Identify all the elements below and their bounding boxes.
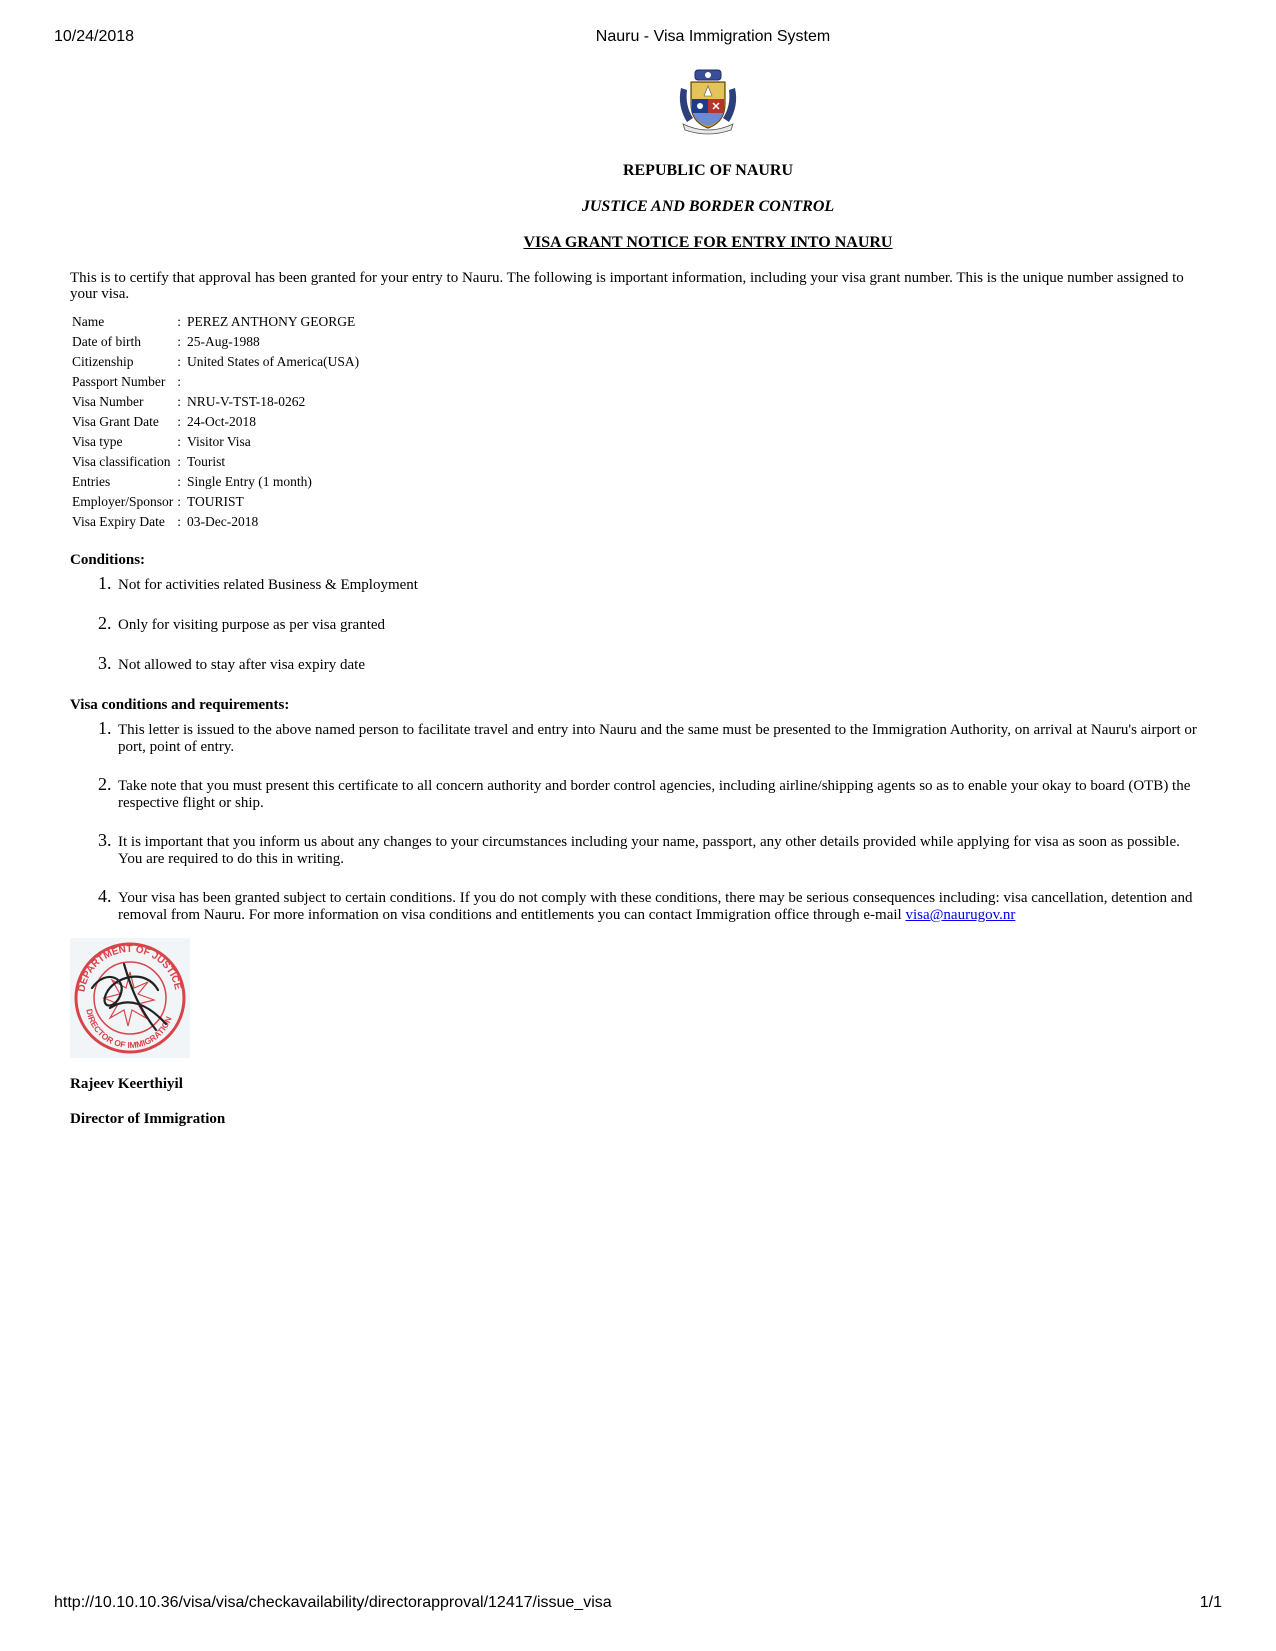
detail-label: Name — [72, 314, 105, 329]
detail-value: NRU-V-TST-18-0262 — [187, 394, 306, 409]
list-text: Not allowed to stay after visa expiry date — [118, 657, 366, 673]
list-text: Your visa has been granted subject to certain conditions. If you do not comply with these conditions, there may be serious consequences including: visa cancellation, detention and removal from Nauru. For more information on visa conditions and entitlements you can contact Immigration office through e-mail — [118, 890, 1193, 923]
list-text: Not for activities related Business & Employment — [118, 577, 418, 593]
list-number: 3. — [98, 653, 112, 673]
detail-row — [72, 492, 359, 512]
intro-paragraph: This is to certify that approval has been granted for your entry to Nauru. The following is important information, including your visa grant number. This is the unique number assigned to your visa. — [70, 270, 1184, 302]
detail-row — [72, 312, 359, 332]
detail-label: Passport Number — [72, 374, 166, 389]
print-date: 10/24/2018 — [54, 28, 135, 45]
detail-label: Visa Number — [72, 394, 144, 409]
detail-label: Entries — [72, 474, 111, 489]
detail-value: TOURIST — [187, 494, 244, 509]
detail-value: 25-Aug-1988 — [187, 334, 260, 349]
list-item — [70, 653, 1206, 673]
list-item — [70, 830, 1198, 868]
detail-separator: : — [177, 414, 182, 429]
list-text: This letter is issued to the above named person to facilitate travel and entry into Nauru and the same must be presented to the Immigration Authority, on arrival at Nauru's airport or port, point of entry. — [118, 722, 1197, 755]
detail-row — [72, 452, 359, 472]
visa-notice-document — [70, 66, 1206, 1128]
detail-row — [72, 412, 359, 432]
detail-label: Date of birth — [72, 334, 141, 349]
detail-row — [72, 352, 359, 372]
heading-notice: VISA GRANT NOTICE FOR ENTRY INTO NAURU — [523, 234, 893, 251]
nauru-coat-of-arms-icon — [673, 66, 743, 136]
email-link[interactable]: visa@naurugov.nr — [905, 907, 1016, 923]
heading-department: JUSTICE AND BORDER CONTROL — [581, 198, 835, 215]
detail-separator: : — [177, 374, 182, 389]
detail-label: Visa Expiry Date — [72, 514, 165, 529]
stamp-container — [70, 938, 190, 1058]
detail-value: 03-Dec-2018 — [187, 514, 259, 529]
list-number: 1. — [98, 573, 112, 593]
detail-value: 24-Oct-2018 — [187, 414, 256, 429]
print-header — [0, 28, 1276, 50]
signatory-name: Rajeev Keerthiyil — [70, 1076, 183, 1092]
detail-label: Employer/Sponsor — [72, 494, 174, 509]
director-stamp-signature-icon — [70, 938, 190, 1058]
signatory-title: Director of Immigration — [70, 1111, 226, 1127]
list-text: Only for visiting purpose as per visa granted — [118, 617, 386, 633]
detail-separator: : — [177, 514, 182, 529]
list-number: 1. — [98, 718, 112, 738]
print-footer — [0, 1594, 1276, 1616]
requirements-title: Visa conditions and requirements: — [70, 697, 290, 713]
conditions-title: Conditions: — [70, 552, 146, 568]
detail-row — [72, 472, 359, 492]
list-item — [70, 774, 1198, 812]
detail-label: Citizenship — [72, 354, 134, 369]
list-number: 3. — [98, 830, 112, 850]
detail-value: Single Entry (1 month) — [187, 474, 312, 489]
list-item — [70, 573, 1206, 593]
detail-separator: : — [177, 454, 182, 469]
list-number: 2. — [98, 774, 112, 794]
detail-value: PEREZ ANTHONY GEORGE — [187, 314, 356, 329]
detail-label: Visa Grant Date — [72, 414, 159, 429]
list-number: 4. — [98, 886, 112, 906]
detail-separator: : — [177, 434, 182, 449]
detail-label: Visa type — [72, 434, 123, 449]
detail-value: Tourist — [187, 454, 226, 469]
list-item — [70, 886, 1198, 924]
print-page-title: Nauru - Visa Immigration System — [595, 28, 831, 45]
print-url: http://10.10.10.36/visa/visa/checkavailability/directorapproval/12417/issue_visa — [54, 1594, 612, 1611]
detail-value: United States of America(USA) — [187, 354, 360, 369]
detail-separator: : — [177, 314, 182, 329]
conditions-list — [70, 573, 1206, 673]
detail-separator: : — [177, 354, 182, 369]
detail-value — [187, 372, 359, 392]
detail-separator: : — [177, 494, 182, 509]
list-number: 2. — [98, 613, 112, 633]
visa-details-table — [72, 312, 359, 532]
detail-row — [72, 372, 359, 392]
stamp-text-top: DEPARTMENT OF JUSTICE — [76, 943, 184, 993]
list-text: Take note that you must present this certificate to all concern authority and border control agencies, including airline/shipping agents so as to enable your okay to board (OTB) the respective flight or ship. — [118, 778, 1191, 811]
list-text: It is important that you inform us about any changes to your circumstances including your name, passport, any other details provided while applying for visa as soon as possible. You are required to do this in writing. — [118, 834, 1180, 867]
detail-row — [72, 392, 359, 412]
detail-row — [72, 512, 359, 532]
list-item — [70, 718, 1198, 756]
list-item — [70, 613, 1206, 633]
detail-separator: : — [177, 334, 182, 349]
detail-row — [72, 432, 359, 452]
heading-country: REPUBLIC OF NAURU — [622, 162, 794, 179]
print-page-number: 1/1 — [1199, 1594, 1222, 1611]
stamp-text-bottom: DIRECTOR OF IMMIGRATION — [84, 1007, 174, 1051]
detail-label: Visa classification — [72, 454, 171, 469]
emblem-container — [70, 66, 1206, 140]
detail-value: Visitor Visa — [187, 434, 251, 449]
detail-separator: : — [177, 474, 182, 489]
detail-separator: : — [177, 394, 182, 409]
detail-row — [72, 332, 359, 352]
requirements-list — [70, 718, 1206, 924]
